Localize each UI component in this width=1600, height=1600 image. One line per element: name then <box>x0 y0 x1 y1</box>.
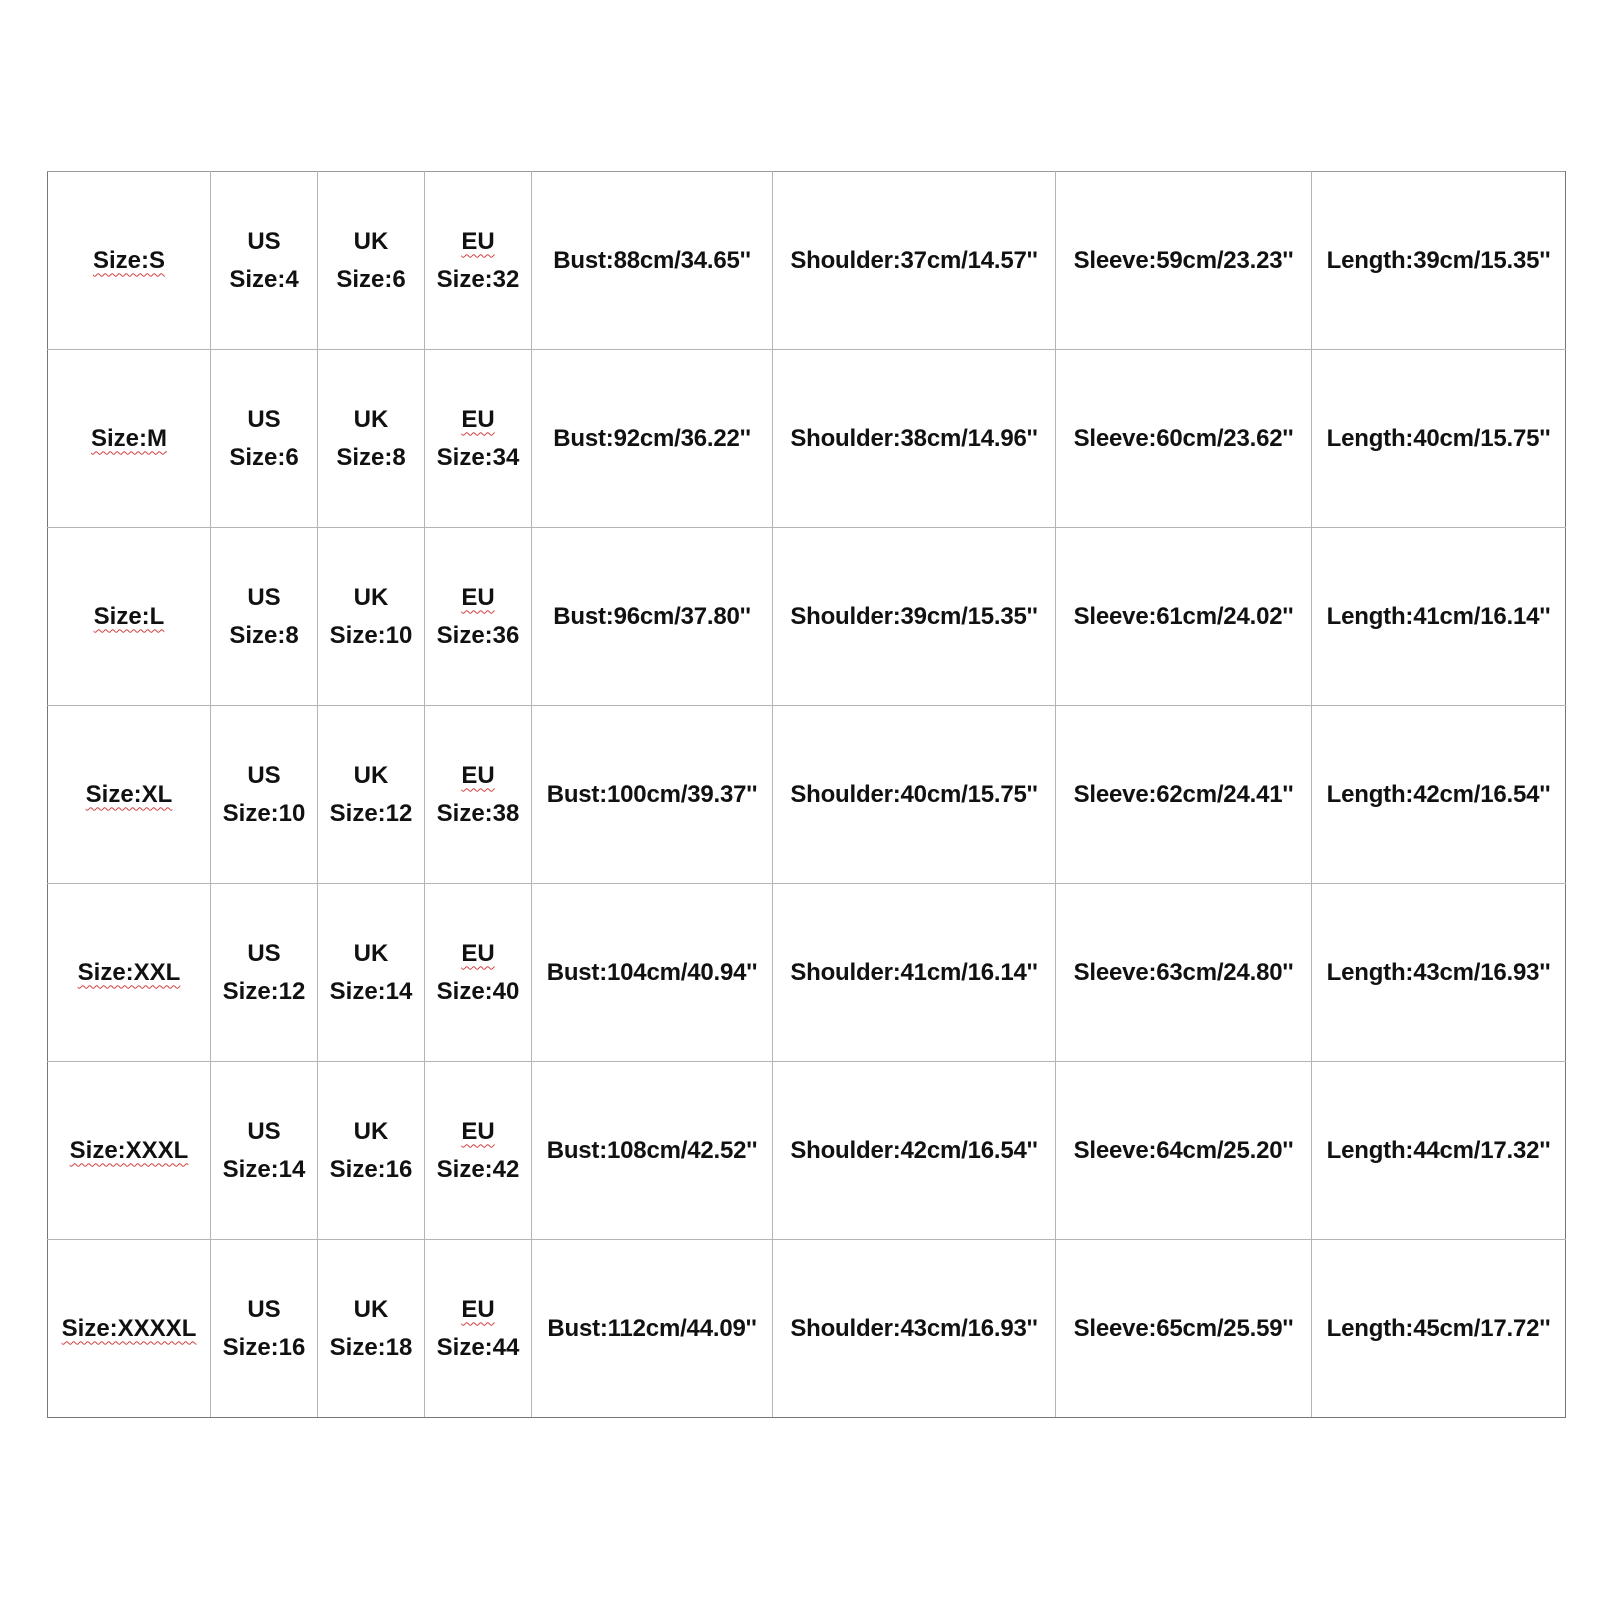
uk-label: UK <box>353 1117 389 1145</box>
us-size-cell <box>211 350 318 528</box>
size-cell <box>48 884 211 1062</box>
sleeve-cell <box>1056 706 1312 884</box>
us-size-cell <box>211 1062 318 1240</box>
shoulder-measurement: Shoulder:40cm/15.75'' <box>790 780 1038 808</box>
eu-label: EU <box>461 405 495 433</box>
shoulder-cell <box>773 1062 1056 1240</box>
table-row <box>48 528 1566 706</box>
us-label: US <box>247 1117 281 1145</box>
uk-size-cell <box>318 528 425 706</box>
us-label: US <box>247 583 281 611</box>
size-label: Size:L <box>93 602 165 630</box>
table-row <box>48 1062 1566 1240</box>
us-size-value: Size:14 <box>222 1155 306 1183</box>
length-measurement: Length:45cm/17.72'' <box>1326 1314 1551 1342</box>
bust-measurement: Bust:92cm/36.22'' <box>553 424 751 452</box>
size-cell <box>48 172 211 350</box>
length-measurement: Length:44cm/17.32'' <box>1326 1136 1551 1164</box>
eu-size-value: Size:40 <box>436 977 520 1005</box>
shoulder-cell <box>773 1240 1056 1418</box>
uk-label: UK <box>353 939 389 967</box>
length-measurement: Length:42cm/16.54'' <box>1326 780 1551 808</box>
sleeve-measurement: Sleeve:64cm/25.20'' <box>1073 1136 1294 1164</box>
bust-measurement: Bust:88cm/34.65'' <box>553 246 751 274</box>
uk-size-cell <box>318 1240 425 1418</box>
bust-cell <box>532 350 773 528</box>
length-cell <box>1312 1062 1566 1240</box>
shoulder-cell <box>773 706 1056 884</box>
us-size-value: Size:16 <box>222 1333 306 1361</box>
uk-size-value: Size:12 <box>329 799 413 827</box>
shoulder-measurement: Shoulder:43cm/16.93'' <box>790 1314 1038 1342</box>
table-row <box>48 706 1566 884</box>
us-label: US <box>247 761 281 789</box>
size-cell <box>48 1062 211 1240</box>
length-measurement: Length:41cm/16.14'' <box>1326 602 1551 630</box>
us-size-cell <box>211 1240 318 1418</box>
uk-size-cell <box>318 884 425 1062</box>
shoulder-cell <box>773 172 1056 350</box>
sleeve-measurement: Sleeve:59cm/23.23'' <box>1073 246 1294 274</box>
sleeve-cell <box>1056 350 1312 528</box>
size-chart-table <box>47 171 1566 1418</box>
sleeve-cell <box>1056 528 1312 706</box>
eu-size-value: Size:42 <box>436 1155 520 1183</box>
uk-size-cell <box>318 350 425 528</box>
uk-label: UK <box>353 405 389 433</box>
length-measurement: Length:43cm/16.93'' <box>1326 958 1551 986</box>
size-cell <box>48 350 211 528</box>
size-label: Size:XL <box>85 780 173 808</box>
table-row <box>48 172 1566 350</box>
length-cell <box>1312 350 1566 528</box>
bust-cell <box>532 1062 773 1240</box>
us-label: US <box>247 939 281 967</box>
length-measurement: Length:40cm/15.75'' <box>1326 424 1551 452</box>
sleeve-measurement: Sleeve:60cm/23.62'' <box>1073 424 1294 452</box>
bust-measurement: Bust:112cm/44.09'' <box>547 1314 757 1342</box>
table-row <box>48 1240 1566 1418</box>
us-size-value: Size:8 <box>229 621 299 649</box>
size-label: Size:XXXL <box>69 1136 189 1164</box>
bust-cell <box>532 884 773 1062</box>
uk-label: UK <box>353 1295 389 1323</box>
us-label: US <box>247 227 281 255</box>
bust-measurement: Bust:100cm/39.37'' <box>546 780 758 808</box>
size-chart-body <box>48 172 1566 1418</box>
shoulder-measurement: Shoulder:39cm/15.35'' <box>790 602 1038 630</box>
size-cell <box>48 528 211 706</box>
length-measurement: Length:39cm/15.35'' <box>1326 246 1551 274</box>
shoulder-measurement: Shoulder:37cm/14.57'' <box>790 246 1038 274</box>
sleeve-measurement: Sleeve:63cm/24.80'' <box>1073 958 1294 986</box>
eu-label: EU <box>461 227 495 255</box>
sleeve-cell <box>1056 1062 1312 1240</box>
size-label: Size:S <box>92 246 166 274</box>
us-size-cell <box>211 884 318 1062</box>
bust-measurement: Bust:104cm/40.94'' <box>546 958 758 986</box>
size-cell <box>48 706 211 884</box>
shoulder-cell <box>773 350 1056 528</box>
length-cell <box>1312 528 1566 706</box>
us-size-value: Size:6 <box>229 443 299 471</box>
uk-size-cell <box>318 172 425 350</box>
eu-size-value: Size:44 <box>436 1333 520 1361</box>
length-cell <box>1312 1240 1566 1418</box>
bust-measurement: Bust:108cm/42.52'' <box>546 1136 758 1164</box>
sleeve-measurement: Sleeve:65cm/25.59'' <box>1073 1314 1294 1342</box>
length-cell <box>1312 884 1566 1062</box>
eu-size-cell <box>425 528 532 706</box>
eu-size-cell <box>425 350 532 528</box>
size-label: Size:XXXXL <box>61 1314 197 1342</box>
shoulder-cell <box>773 528 1056 706</box>
us-label: US <box>247 405 281 433</box>
length-cell <box>1312 172 1566 350</box>
uk-size-value: Size:8 <box>336 443 406 471</box>
eu-label: EU <box>461 939 495 967</box>
bust-cell <box>532 1240 773 1418</box>
table-row <box>48 350 1566 528</box>
table-row <box>48 884 1566 1062</box>
eu-size-cell <box>425 706 532 884</box>
eu-label: EU <box>461 1117 495 1145</box>
eu-label: EU <box>461 583 495 611</box>
eu-size-cell <box>425 884 532 1062</box>
uk-size-cell <box>318 1062 425 1240</box>
length-cell <box>1312 706 1566 884</box>
sleeve-cell <box>1056 1240 1312 1418</box>
us-label: US <box>247 1295 281 1323</box>
us-size-value: Size:4 <box>229 265 299 293</box>
eu-size-cell <box>425 172 532 350</box>
sleeve-cell <box>1056 172 1312 350</box>
us-size-cell <box>211 172 318 350</box>
shoulder-measurement: Shoulder:42cm/16.54'' <box>790 1136 1038 1164</box>
us-size-value: Size:10 <box>222 799 306 827</box>
us-size-value: Size:12 <box>222 977 306 1005</box>
uk-size-cell <box>318 706 425 884</box>
eu-size-cell <box>425 1240 532 1418</box>
shoulder-measurement: Shoulder:41cm/16.14'' <box>790 958 1038 986</box>
uk-label: UK <box>353 227 389 255</box>
uk-size-value: Size:16 <box>329 1155 413 1183</box>
uk-label: UK <box>353 583 389 611</box>
us-size-cell <box>211 528 318 706</box>
size-label: Size:XXL <box>77 958 181 986</box>
shoulder-measurement: Shoulder:38cm/14.96'' <box>790 424 1038 452</box>
sleeve-measurement: Sleeve:62cm/24.41'' <box>1073 780 1294 808</box>
eu-size-value: Size:34 <box>436 443 520 471</box>
eu-size-value: Size:32 <box>436 265 520 293</box>
eu-size-value: Size:38 <box>436 799 520 827</box>
uk-label: UK <box>353 761 389 789</box>
bust-measurement: Bust:96cm/37.80'' <box>553 602 751 630</box>
bust-cell <box>532 172 773 350</box>
shoulder-cell <box>773 884 1056 1062</box>
sleeve-cell <box>1056 884 1312 1062</box>
size-cell <box>48 1240 211 1418</box>
uk-size-value: Size:10 <box>329 621 413 649</box>
uk-size-value: Size:6 <box>336 265 406 293</box>
bust-cell <box>532 528 773 706</box>
eu-label: EU <box>461 761 495 789</box>
eu-size-cell <box>425 1062 532 1240</box>
uk-size-value: Size:14 <box>329 977 413 1005</box>
sleeve-measurement: Sleeve:61cm/24.02'' <box>1073 602 1294 630</box>
eu-label: EU <box>461 1295 495 1323</box>
bust-cell <box>532 706 773 884</box>
size-label: Size:M <box>90 424 167 452</box>
us-size-cell <box>211 706 318 884</box>
eu-size-value: Size:36 <box>436 621 520 649</box>
uk-size-value: Size:18 <box>329 1333 413 1361</box>
